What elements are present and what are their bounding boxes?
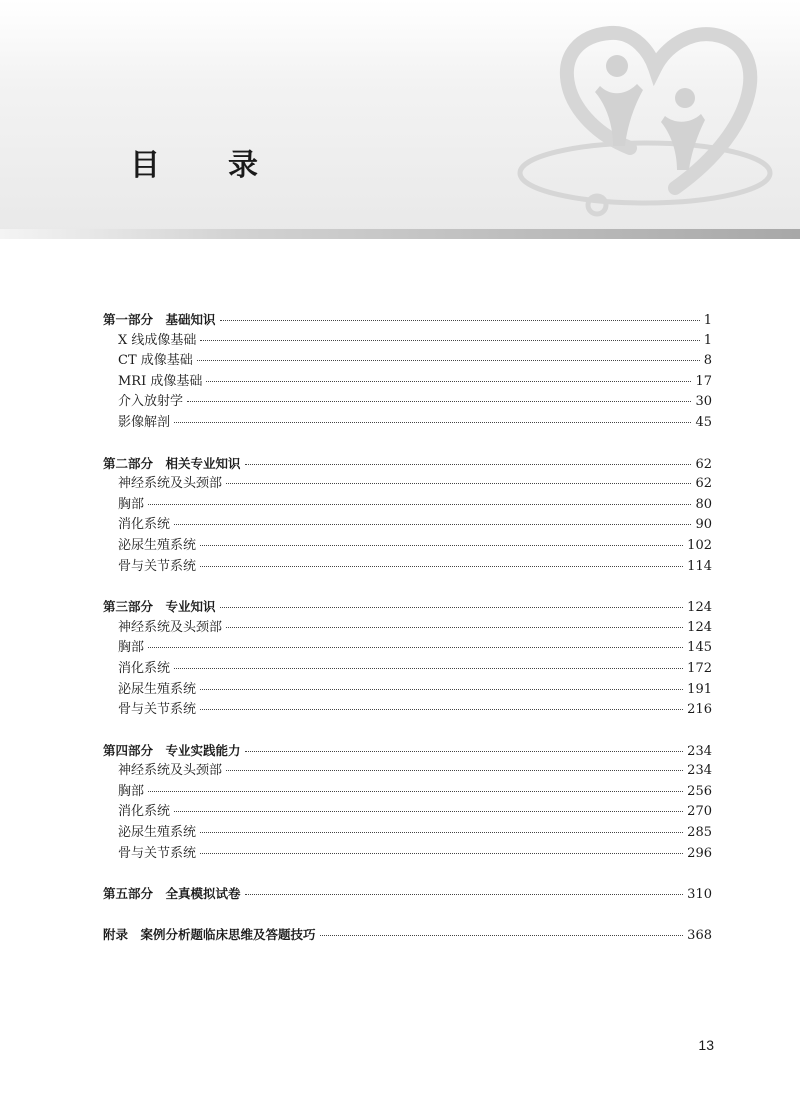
toc-part-entry-label: 附录 案例分析题临床思维及答题技巧	[103, 926, 316, 942]
toc-chapter-entry-label: MRI 成像基础	[118, 373, 203, 389]
dot-leader	[148, 503, 691, 505]
toc-chapter-entry-label: 泌尿生殖系统	[118, 825, 197, 841]
toc-part-entry-page: 310	[687, 887, 712, 903]
toc-chapter-entry-page: 216	[687, 702, 712, 718]
toc-part-entry-label: 第一部分 基础知识	[103, 312, 216, 327]
dot-leader	[245, 750, 684, 752]
toc-part-entry[interactable]	[103, 741, 712, 762]
toc-chapter-entry[interactable]	[103, 351, 712, 372]
dot-leader	[220, 319, 700, 321]
toc-chapter-entry-page: 270	[687, 804, 712, 820]
dot-leader	[200, 339, 699, 341]
dot-leader	[197, 359, 700, 361]
toc-chapter-entry[interactable]	[103, 844, 712, 865]
toc-chapter-entry-label: 消化系统	[118, 660, 171, 676]
toc-part-entry[interactable]	[103, 884, 712, 905]
toc-section	[103, 925, 712, 946]
toc-chapter-entry-label: 泌尿生殖系统	[118, 681, 197, 697]
dot-leader	[226, 482, 691, 484]
dot-leader	[200, 688, 683, 690]
toc-chapter-entry[interactable]	[103, 474, 712, 495]
toc-chapter-entry-page: 256	[687, 783, 712, 799]
dot-leader	[200, 831, 683, 833]
dot-leader	[174, 810, 683, 812]
toc-part-entry-page: 124	[687, 600, 712, 616]
toc-chapter-entry-page: 145	[687, 640, 712, 656]
toc-chapter-entry[interactable]	[103, 495, 712, 516]
toc-part-entry-label: 第三部分 专业知识	[103, 599, 216, 615]
dot-leader	[174, 421, 691, 423]
toc-chapter-entry[interactable]	[103, 618, 712, 639]
toc-chapter-entry-label: 神经系统及头颈部	[118, 763, 223, 779]
toc-chapter-entry-page: 234	[687, 763, 712, 779]
dot-leader	[200, 708, 683, 710]
dot-leader	[226, 626, 683, 628]
toc-chapter-entry-label: 消化系统	[118, 804, 171, 820]
toc-chapter-entry[interactable]	[103, 413, 712, 434]
dot-leader	[200, 544, 683, 546]
toc-chapter-entry[interactable]	[103, 659, 712, 680]
toc-chapter-entry-label: X 线成像基础	[118, 332, 197, 348]
page-number: 13	[698, 1037, 714, 1053]
toc-chapter-entry[interactable]	[103, 638, 712, 659]
toc-chapter-entry-label: 骨与关节系统	[118, 845, 197, 861]
toc-chapter-entry-page: 172	[687, 660, 712, 676]
toc-chapter-entry-label: 胸部	[118, 640, 145, 656]
toc-part-entry-page: 368	[687, 927, 712, 943]
toc-chapter-entry-page: 102	[687, 537, 712, 553]
toc-chapter-entry-page: 8	[703, 353, 712, 369]
toc-chapter-entry-label: 骨与关节系统	[118, 702, 197, 718]
toc-section	[103, 597, 712, 721]
toc-chapter-entry-label: 消化系统	[118, 517, 171, 533]
toc-chapter-entry[interactable]	[103, 761, 712, 782]
toc-chapter-entry-page: 124	[687, 619, 712, 635]
dot-leader	[220, 606, 684, 608]
toc-chapter-entry[interactable]	[103, 536, 712, 557]
toc-chapter-entry-page: 191	[687, 681, 712, 697]
toc-part-entry[interactable]	[103, 597, 712, 618]
dot-leader	[320, 934, 684, 936]
dot-leader	[200, 852, 683, 854]
toc-chapter-entry-page: 17	[695, 373, 712, 389]
toc-part-entry-page: 1	[703, 313, 712, 328]
medical-logo-icon	[515, 18, 800, 228]
dot-leader	[174, 667, 683, 669]
toc-chapter-entry[interactable]	[103, 372, 712, 393]
toc-part-entry-page: 62	[695, 456, 712, 472]
toc-chapter-entry-label: 胸部	[118, 783, 145, 799]
toc-part-entry-label: 第二部分 相关专业知识	[103, 455, 241, 471]
toc-chapter-entry-page: 30	[695, 394, 712, 410]
toc-chapter-entry-label: 骨与关节系统	[118, 558, 197, 574]
toc-part-entry[interactable]	[103, 310, 712, 331]
toc-chapter-entry-page: 114	[687, 558, 712, 574]
toc-chapter-entry-label: 胸部	[118, 496, 145, 512]
dot-leader	[206, 380, 691, 382]
toc-part-entry[interactable]	[103, 454, 712, 475]
toc-chapter-entry[interactable]	[103, 557, 712, 578]
toc-chapter-entry-label: 泌尿生殖系统	[118, 537, 197, 553]
toc-chapter-entry[interactable]	[103, 700, 712, 721]
toc-chapter-entry[interactable]	[103, 515, 712, 536]
toc-part-entry-label: 第五部分 全真模拟试卷	[103, 886, 241, 902]
toc-chapter-entry-label: 神经系统及头颈部	[118, 619, 223, 635]
toc-chapter-entry-label: 影像解剖	[118, 414, 171, 430]
toc-chapter-entry[interactable]	[103, 782, 712, 803]
toc-section	[103, 310, 712, 434]
toc-chapter-entry-page: 90	[695, 517, 712, 533]
toc-chapter-entry[interactable]	[103, 802, 712, 823]
toc-part-entry[interactable]	[103, 925, 712, 946]
toc-section	[103, 884, 712, 905]
page-header	[0, 0, 800, 233]
page-title: 目录	[130, 148, 326, 183]
toc-chapter-entry-page: 285	[687, 825, 712, 841]
toc-chapter-entry-page: 62	[695, 476, 712, 492]
dot-leader	[245, 463, 692, 465]
toc-chapter-entry-page: 296	[687, 845, 712, 861]
table-of-contents	[103, 310, 712, 965]
toc-chapter-entry[interactable]	[103, 392, 712, 413]
toc-chapter-entry-page: 1	[703, 332, 712, 348]
toc-chapter-entry[interactable]	[103, 331, 712, 352]
toc-chapter-entry[interactable]	[103, 680, 712, 701]
toc-chapter-entry-page: 80	[695, 496, 712, 512]
toc-chapter-entry-label: 神经系统及头颈部	[118, 476, 223, 492]
dot-leader	[187, 400, 691, 402]
dot-leader	[174, 523, 691, 525]
toc-part-entry-page: 234	[687, 743, 712, 759]
dot-leader	[245, 893, 684, 895]
dot-leader	[200, 565, 683, 567]
toc-section	[103, 741, 712, 865]
toc-section	[103, 454, 712, 578]
toc-chapter-entry[interactable]	[103, 823, 712, 844]
header-divider	[0, 229, 800, 239]
toc-chapter-entry-label: 介入放射学	[118, 394, 184, 410]
dot-leader	[148, 646, 683, 648]
toc-chapter-entry-page: 45	[695, 414, 712, 430]
dot-leader	[148, 790, 683, 792]
dot-leader	[226, 769, 683, 771]
toc-chapter-entry-label: CT 成像基础	[118, 353, 193, 369]
toc-part-entry-label: 第四部分 专业实践能力	[103, 742, 241, 758]
